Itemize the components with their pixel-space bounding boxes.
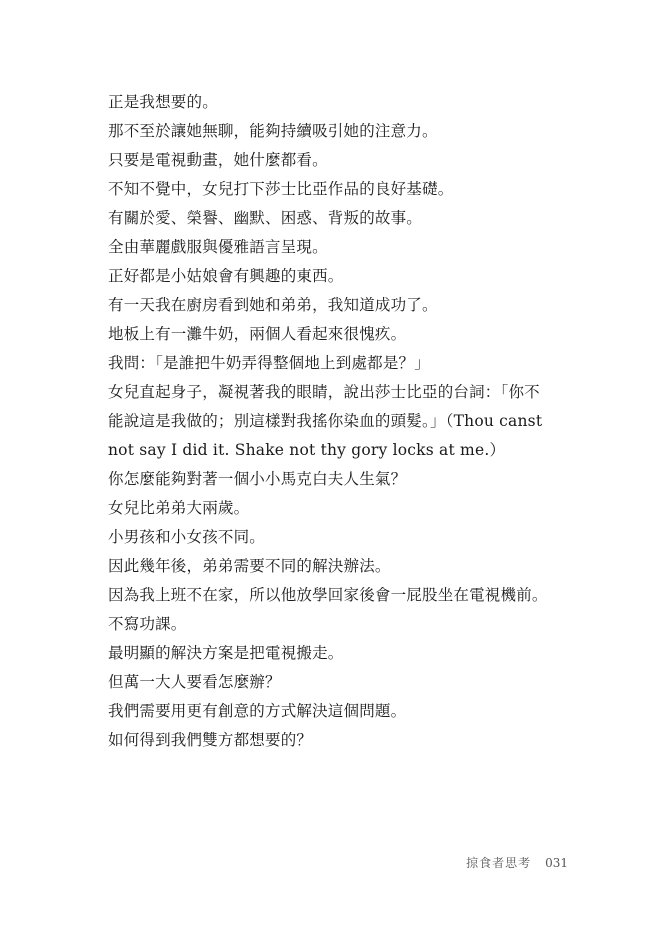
- page-footer: [466, 854, 568, 871]
- running-title: 掠食者思考: [466, 856, 532, 870]
- text-line: 你怎麼能夠對著一個小小馬克白夫人生氣？: [108, 470, 407, 488]
- text-line: 只要是電視動畫，她什麼都看。: [108, 151, 328, 169]
- text-line: 地板上有一灘牛奶，兩個人看起來很愧疚。: [108, 325, 407, 343]
- text-line: 女兒直起身子，凝視著我的眼睛，說出莎士比亞的台詞：「你不: [108, 383, 540, 401]
- text-line: 不寫功課。: [108, 615, 187, 633]
- page-number: 031: [545, 856, 568, 870]
- text-line: 最明顯的解決方案是把電視搬走。: [108, 644, 344, 662]
- text-line: 能說這是我做的；別這樣對我搖你染血的頭髮。」（Thou canst: [108, 412, 543, 430]
- text-line: 有關於愛、榮譽、幽默、困惑、背叛的故事。: [108, 209, 423, 227]
- text-line: 因為我上班不在家，所以他放學回家後會一屁股坐在電視機前。: [108, 586, 548, 604]
- text-line: 我問：「是誰把牛奶弄得整個地上到處都是？」: [108, 354, 430, 372]
- text-line: not say I did it. Shake not thy gory locks at me.）: [108, 441, 506, 459]
- text-line: 不知不覺中，女兒打下莎士比亞作品的良好基礎。: [108, 180, 454, 198]
- text-line: 女兒比弟弟大兩歲。: [108, 499, 250, 517]
- text-line: 正是我想要的。: [108, 93, 218, 111]
- text-line: 如何得到我們雙方都想要的？: [108, 731, 313, 749]
- text-line: 因此幾年後，弟弟需要不同的解決辦法。: [108, 557, 391, 575]
- text-line: 有一天我在廚房看到她和弟弟，我知道成功了。: [108, 296, 438, 314]
- text-line: 小男孩和小女孩不同。: [108, 528, 266, 546]
- text-line: 正好都是小姑娘會有興趣的東西。: [108, 267, 344, 285]
- text-line: 全由華麗戲服與優雅語言呈現。: [108, 238, 328, 256]
- text-line: 那不至於讓她無聊，能夠持續吸引她的注意力。: [108, 122, 438, 140]
- text-line: 但萬一大人要看怎麼辦？: [108, 673, 281, 691]
- text-line: 我們需要用更有創意的方式解決這個問題。: [108, 702, 407, 720]
- body-text: [108, 88, 570, 755]
